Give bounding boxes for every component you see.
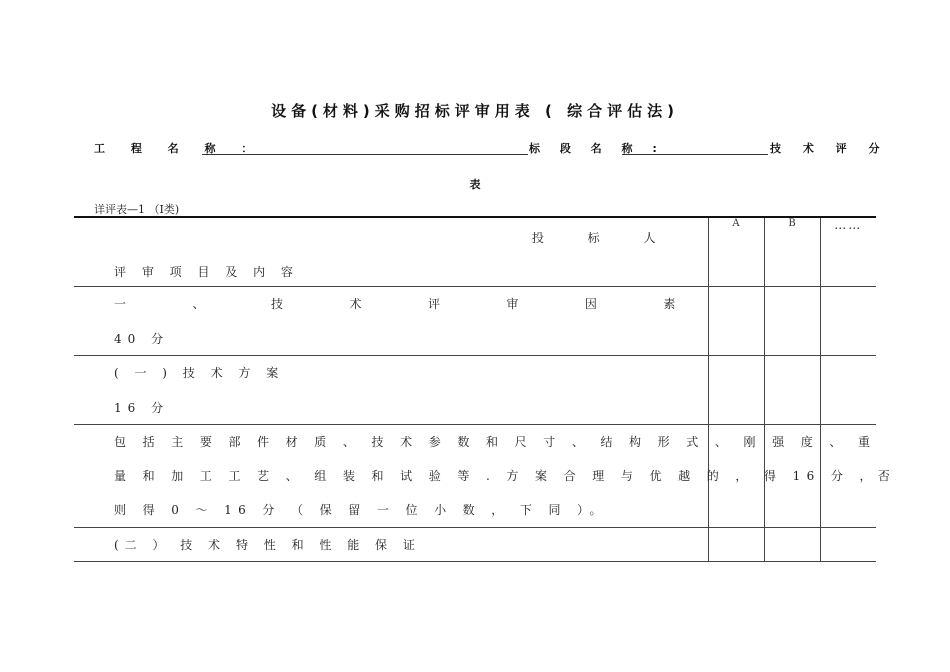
project-info-line [94, 138, 889, 158]
project-name-blank [202, 154, 528, 155]
score-cell-a[interactable] [708, 287, 764, 356]
header-item-cell [74, 217, 708, 287]
score-cell-a[interactable] [708, 356, 764, 425]
tech-review-factors: 一 、 技 术 评 审 因 素 [114, 297, 676, 311]
score-cell-b[interactable] [764, 287, 820, 356]
score-cell-more[interactable] [820, 356, 876, 425]
review-items-header: 评 审 项 目 及 内 容 [114, 265, 299, 279]
tech-plan-description: 包 括 主 要 部 件 材 质 、 技 术 参 数 和 尺 寸 、 结 构 形 式 、 刚 强 度 、 重 量 和 加 工 工 艺 、 组 装 和 试 验 等 . 方 案 合 理 与 优 越 的 ， 得 16 分 ，否 则 得 0 ～ 16 分 （ 保 留 一 位 小 数 ， 下 同 ）。 [114, 435, 897, 517]
score-cell-b[interactable] [764, 528, 820, 562]
header-row [74, 217, 876, 287]
more-bidders-header: …… [820, 217, 876, 287]
bidder-a-header: A [708, 217, 764, 287]
table-row [74, 356, 876, 425]
table-row [74, 425, 876, 528]
bidder-header: 投 标 人 [531, 231, 676, 245]
tech-plan-title: ( 一 ) 技 术 方 案 [114, 366, 285, 380]
section-name-blank [622, 154, 768, 155]
page-title: 设备(材料)采购招标评审用表 ( 综合评估法) [271, 102, 679, 120]
table-suffix: 表 [469, 178, 481, 191]
table-row [74, 287, 876, 356]
score-cell-more[interactable] [820, 287, 876, 356]
tech-review-score: 40 分 [114, 332, 170, 346]
section-name-label: 标 段 名 称 : [529, 142, 665, 155]
scoring-table [74, 216, 897, 562]
tech-features-title: (二 ） 技 术 特 性 和 性 能 保 证 [114, 538, 421, 552]
score-cell-a[interactable] [708, 528, 764, 562]
tech-score-label: 技 术 评 分 [770, 142, 889, 155]
tech-plan-score: 16 分 [114, 401, 170, 415]
project-name-label: 工 程 名 称 ： [94, 142, 264, 155]
bidder-b-header: B [764, 217, 820, 287]
table-row [74, 528, 876, 562]
score-cell-b[interactable] [764, 356, 820, 425]
table-subtitle: 详评表—1 （Ⅰ类) [94, 203, 180, 216]
score-cell-more[interactable] [820, 528, 876, 562]
